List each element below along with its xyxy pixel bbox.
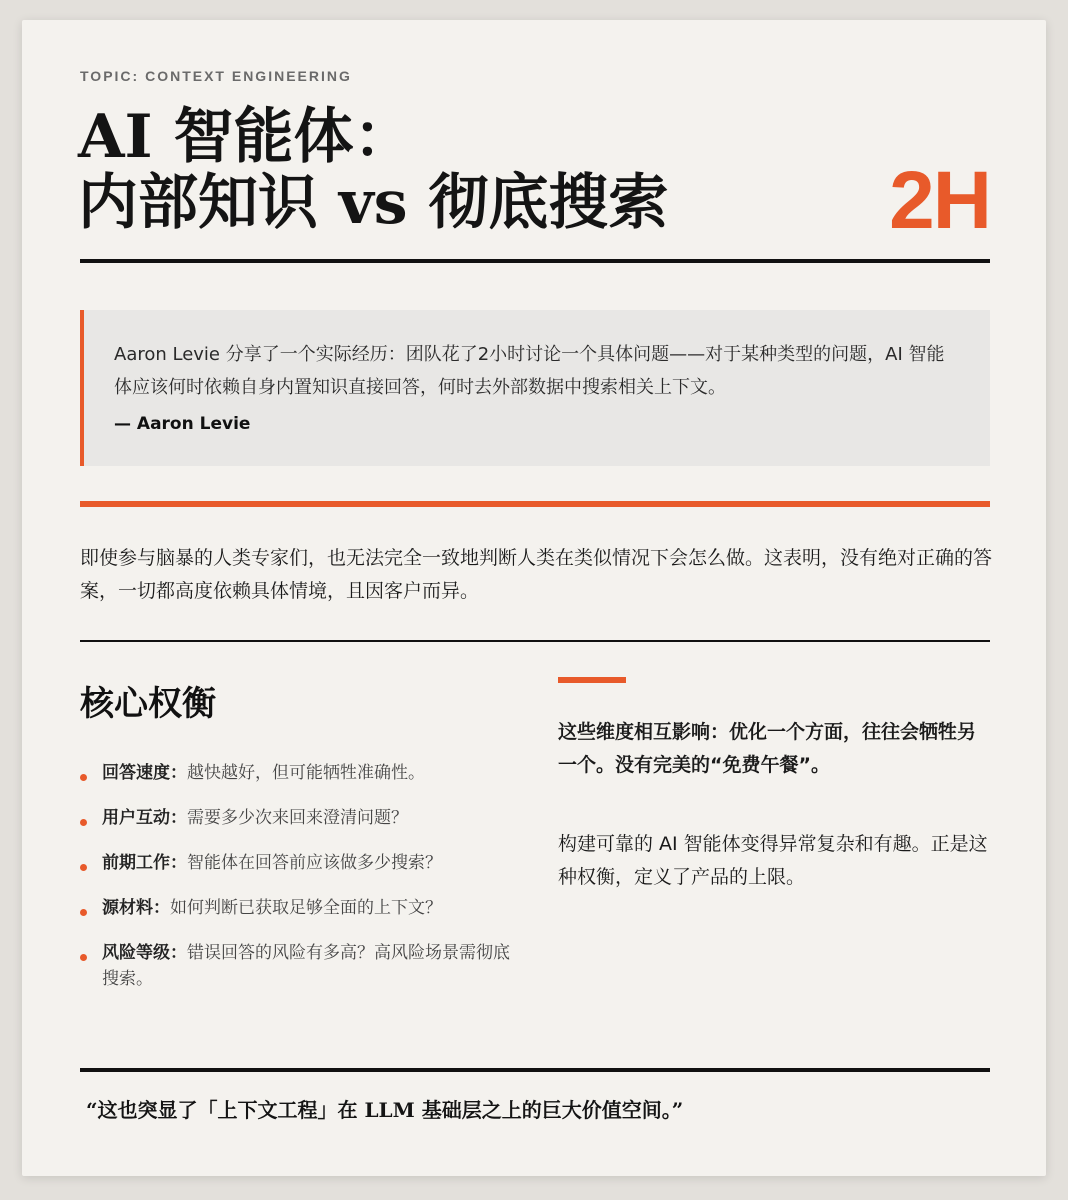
quote-text: Aaron Levie 分享了一个实际经历：团队花了2小时讨论一个具体问题——对于某种类型的问题，AI 智能体应该何时依赖自身内置知识直接回答，何时去外部数据中搜索相关上下文。 <box>114 344 945 398</box>
topic-label: TOPIC: CONTEXT ENGINEERING <box>80 68 352 84</box>
article-card <box>22 20 1046 1176</box>
item-desc: 智能体在回答前应该做多少搜索？ <box>187 853 442 873</box>
bullet-dot-icon <box>80 864 87 871</box>
page-title <box>78 104 668 236</box>
list-item <box>80 940 520 992</box>
accent-divider <box>80 501 990 507</box>
tradeoffs-heading: 核心权衡 <box>80 684 216 724</box>
bullet-dot-icon <box>80 819 87 826</box>
footer-divider <box>80 1068 990 1072</box>
right-paragraph-1: 这些维度相互影响：优化一个方面，往往会牺牲另一个。没有完美的“免费午餐”。 <box>558 721 977 776</box>
right-paragraph-2: 构建可靠的 AI 智能体变得异常复杂和有趣。正是这种权衡，定义了产品的上限。 <box>558 833 988 888</box>
quote-block <box>80 310 990 466</box>
item-desc: 错误回答的风险有多高？高风险场景需彻底搜索。 <box>102 943 510 989</box>
item-term: 源材料： <box>102 898 170 918</box>
item-term: 前期工作： <box>102 853 187 873</box>
list-item <box>80 805 520 831</box>
item-term: 用户互动： <box>102 808 187 828</box>
title-line-2: 内部知识 vs 彻底搜索 <box>78 168 669 238</box>
closing-quote: “这也突显了「上下文工程」在 LLM 基础层之上的巨大价值空间。” <box>86 1098 684 1122</box>
title-line-1: AI 智能体： <box>78 102 414 172</box>
header-divider <box>80 259 990 263</box>
bullet-dot-icon <box>80 774 87 781</box>
quote-author: — Aaron Levie <box>114 414 251 434</box>
tradeoff-list <box>80 760 520 1011</box>
bullet-dot-icon <box>80 909 87 916</box>
intro-paragraph: 即使参与脑暴的人类专家们，也无法完全一致地判断人类在类似情况下会怎么做。这表明，没有绝对正确的答案，一切都高度依赖具体情境，且因客户而异。 <box>80 547 993 602</box>
bullet-dot-icon <box>80 954 87 961</box>
list-item <box>80 760 520 786</box>
item-desc: 如何判断已获取足够全面的上下文？ <box>170 898 442 918</box>
item-desc: 需要多少次来回来澄清问题？ <box>187 808 408 828</box>
list-item <box>80 850 520 876</box>
list-item <box>80 895 520 921</box>
item-desc: 越快越好，但可能牺牲准确性。 <box>187 763 425 783</box>
duration-badge: 2H <box>889 155 990 246</box>
section-divider <box>80 640 990 642</box>
item-term: 回答速度： <box>102 763 187 783</box>
right-accent-bar <box>558 677 626 683</box>
item-term: 风险等级： <box>102 943 187 963</box>
